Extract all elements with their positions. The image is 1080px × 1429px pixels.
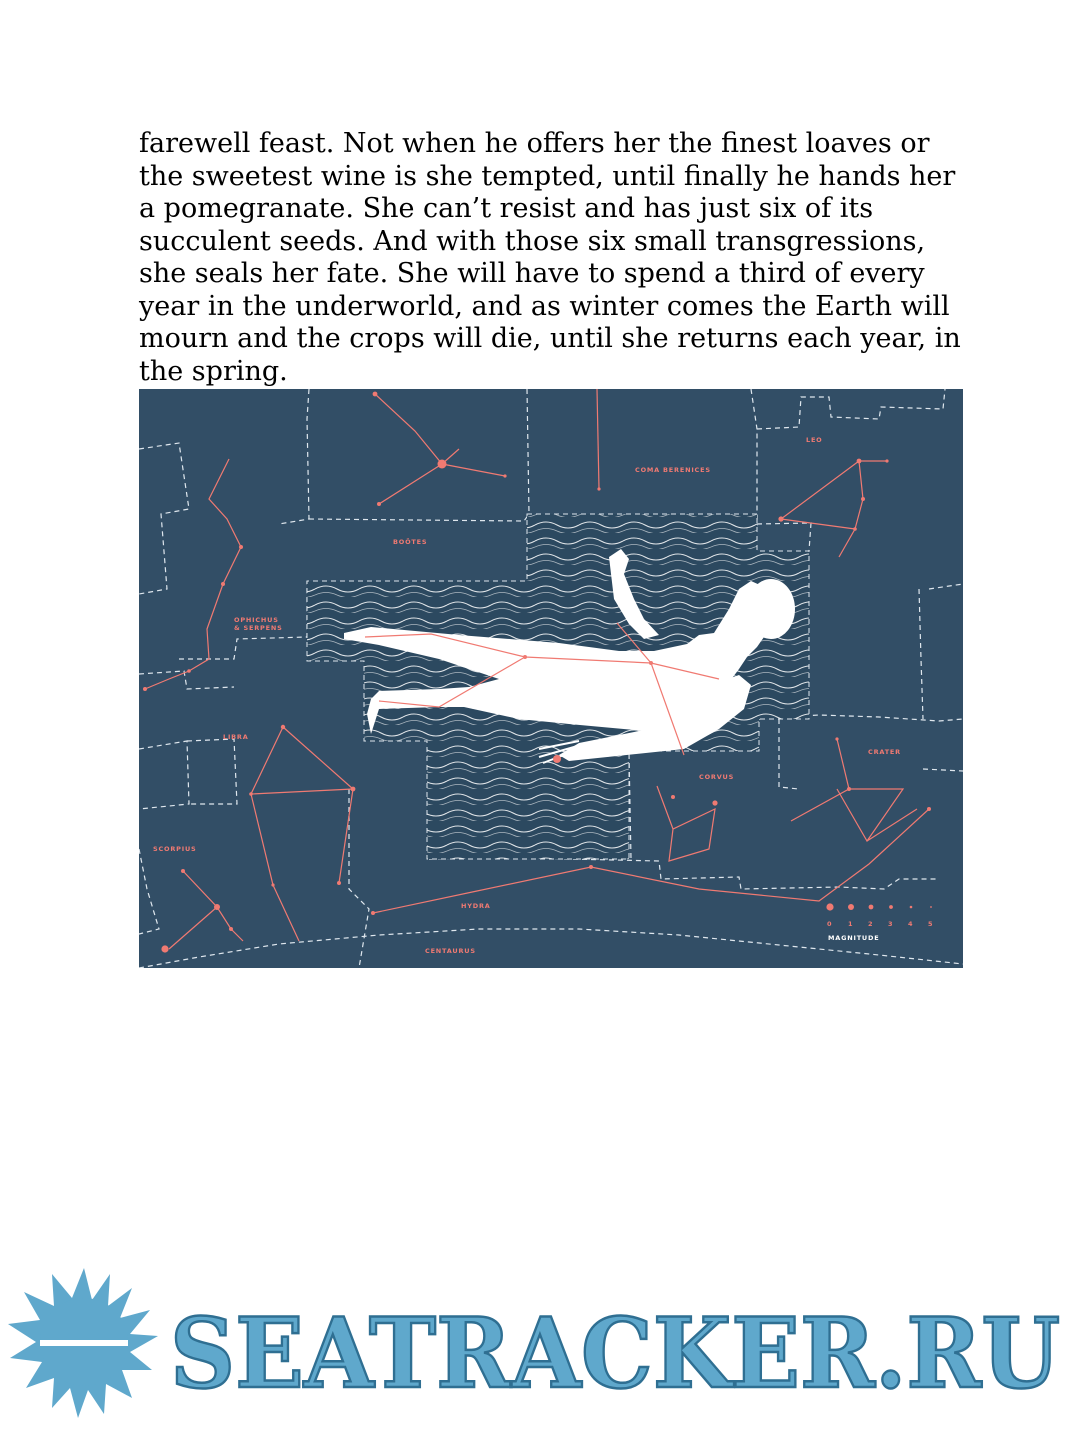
virgo-star-chart-illustration: [139, 389, 963, 968]
magnitude-value: 4: [908, 920, 914, 928]
label-hydra: HYDRA: [461, 902, 491, 910]
label-crater: CRATER: [868, 748, 901, 756]
magnitude-value: 1: [848, 920, 854, 928]
text-line: the sweetest wine is she tempted, until finally he hands her: [139, 160, 956, 192]
label-centaurus: CENTAURUS: [425, 947, 476, 955]
text-line: a pomegranate. She can’t resist and has just six of its: [139, 193, 874, 224]
text-line: the spring.: [139, 355, 288, 387]
label-libra: LIBRA: [223, 733, 249, 741]
label-bootes: BOÖTES: [393, 538, 428, 546]
sun-logo-icon: [8, 1268, 158, 1418]
label-serpens: & SERPENS: [234, 624, 283, 632]
maiden-head: [747, 579, 795, 639]
magnitude-value: 0: [827, 920, 833, 928]
magnitude-title: MAGNITUDE: [828, 934, 880, 942]
label-corvus: CORVUS: [699, 773, 735, 781]
text-line: year in the underworld, and as winter comes the Earth will: [139, 290, 950, 322]
text-line: mourn and the crops will die, until she returns each year, in: [139, 323, 961, 354]
magnitude-value: 5: [928, 920, 934, 928]
seatracker-watermark: [0, 1262, 1080, 1425]
label-ophiuchus: OPHICHUS: [234, 616, 279, 624]
watermark-text: SEATRACKER.RU: [170, 1297, 1060, 1410]
label-leo: LEO: [806, 436, 823, 444]
magnitude-value: 3: [888, 920, 894, 928]
label-coma-berenices: COMA BERENICES: [635, 466, 711, 474]
text-line: farewell feast. Not when he offers her the finest loaves or: [139, 128, 930, 159]
text-line: she seals her fate. She will have to spend a third of every: [139, 258, 925, 289]
label-scorpius: SCORPIUS: [153, 845, 197, 853]
magnitude-value: 2: [868, 920, 874, 928]
body-paragraph: [139, 128, 969, 388]
text-line: succulent seeds. And with those six small transgressions,: [139, 225, 926, 257]
